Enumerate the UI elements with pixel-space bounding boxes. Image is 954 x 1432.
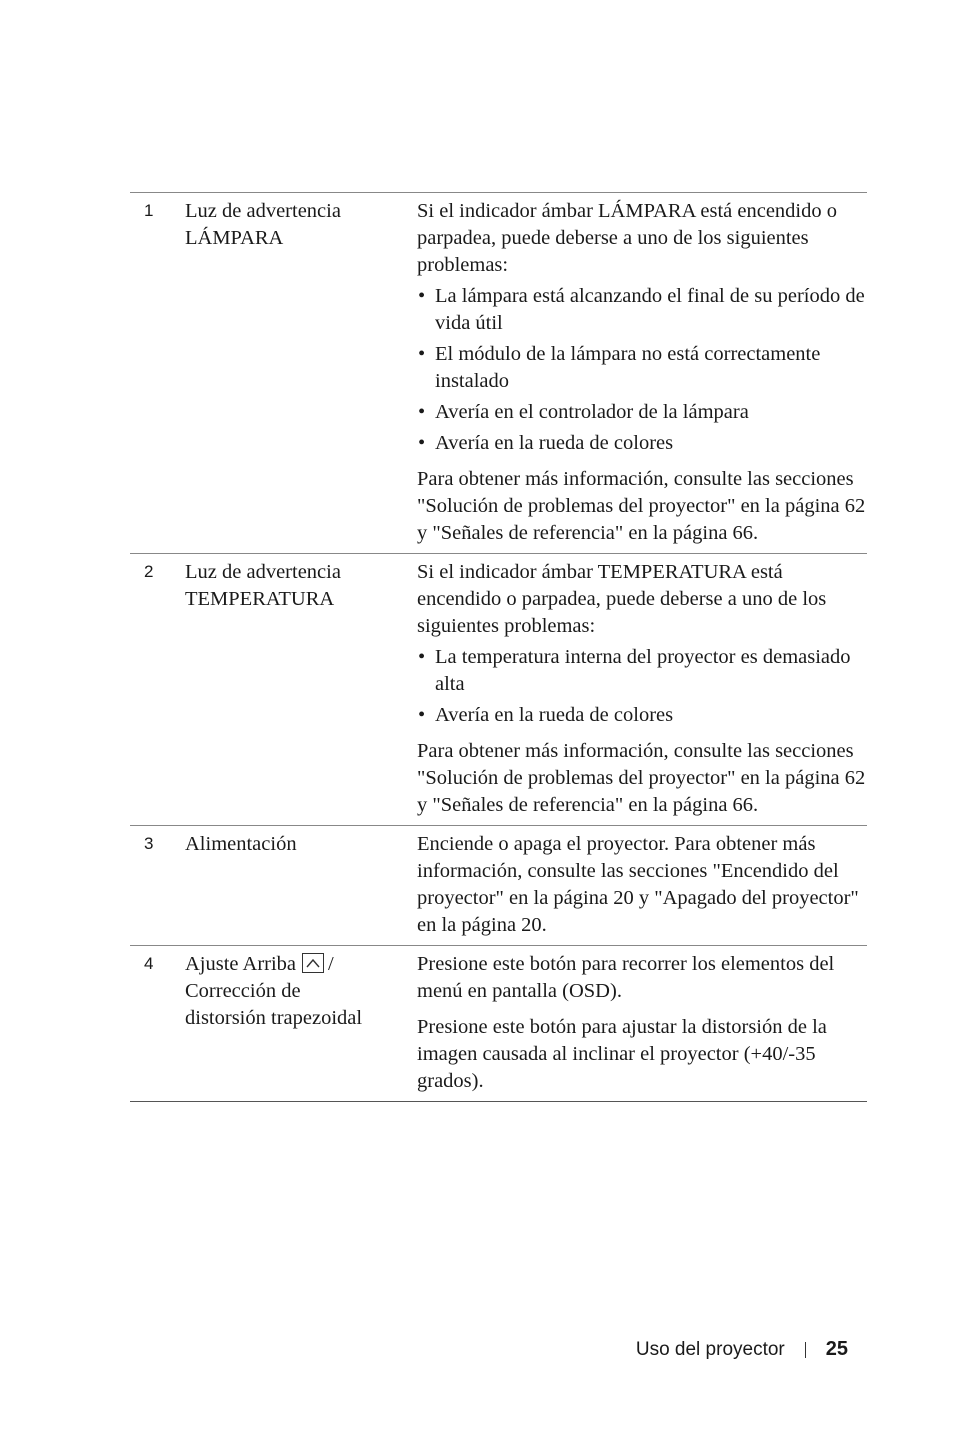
list-item: • La temperatura interna del proyector es demasiado alta: [417, 644, 867, 698]
page-number: 25: [825, 1338, 848, 1360]
list-item: • El módulo de la lámpara no está correctamente instalado: [417, 341, 867, 395]
footer-section-title: Uso del proyector: [635, 1338, 785, 1360]
row-name-line: distorsión trapezoidal: [185, 1007, 363, 1029]
problem-list: [417, 644, 867, 729]
list-item: • Avería en la rueda de colores: [417, 702, 867, 729]
row-number: 3: [144, 834, 154, 853]
list-item: • La lámpara está alcanzando el final de su período de vida útil: [417, 283, 867, 337]
row-name: [185, 193, 417, 554]
row-name-line: LÁMPARA: [185, 227, 284, 249]
description-intro: Si el indicador ámbar TEMPERATURA está encendido o parpadea, puede deberse a uno de los siguientes problemas:: [417, 561, 827, 637]
footer-divider: [805, 1342, 806, 1358]
table-row: [130, 826, 867, 946]
row-name-line: Luz de advertencia: [185, 561, 341, 583]
row-number: 1: [144, 201, 154, 220]
row-number: 4: [144, 954, 154, 973]
list-item: • Avería en la rueda de colores: [417, 430, 867, 457]
row-name-line: TEMPERATURA: [185, 588, 335, 610]
description-outro: Para obtener más información, consulte las secciones "Solución de problemas del proyector" en la página 62 y "Señales de referencia" en la página 66.: [417, 468, 866, 544]
row-name: Alimentación: [185, 833, 297, 855]
row-name-line: Corrección de: [185, 980, 301, 1002]
list-item: • Avería en el controlador de la lámpara: [417, 399, 867, 426]
row-description: [417, 946, 867, 1102]
problem-list: [417, 283, 867, 457]
row-name-prefix: Ajuste Arriba: [185, 953, 297, 975]
indicator-table-container: [130, 192, 867, 1102]
row-name: [185, 946, 417, 1102]
description-outro: Para obtener más información, consulte las secciones "Solución de problemas del proyector" en la página 62 y "Señales de referencia" en la página 66.: [417, 740, 866, 816]
description-text: Presione este botón para recorrer los elementos del menú en pantalla (OSD).: [417, 953, 835, 1002]
row-name-line: Luz de advertencia: [185, 200, 341, 222]
description-text: Enciende o apaga el proyector. Para obtener más información, consulte las secciones "Encendido del proyector" en la página 20 y "Apagado del proyector" en la página 20.: [417, 833, 859, 936]
up-arrow-key-icon: [302, 953, 324, 973]
table-row: [130, 193, 867, 554]
row-name-suffix: /: [328, 953, 334, 975]
row-number: 2: [144, 562, 154, 581]
row-description: [417, 193, 867, 554]
row-description: [417, 826, 867, 946]
indicator-table: [130, 192, 867, 1102]
row-description: [417, 554, 867, 826]
table-row: [130, 946, 867, 1102]
row-name: [185, 554, 417, 826]
page-footer: [636, 1338, 848, 1361]
table-row: [130, 554, 867, 826]
description-text: Presione este botón para ajustar la distorsión de la imagen causada al inclinar el proyector (+40/-35 grados).: [417, 1016, 827, 1092]
description-intro: Si el indicador ámbar LÁMPARA está encendido o parpadea, puede deberse a uno de los siguientes problemas:: [417, 200, 837, 276]
row-name-line: [185, 951, 409, 978]
